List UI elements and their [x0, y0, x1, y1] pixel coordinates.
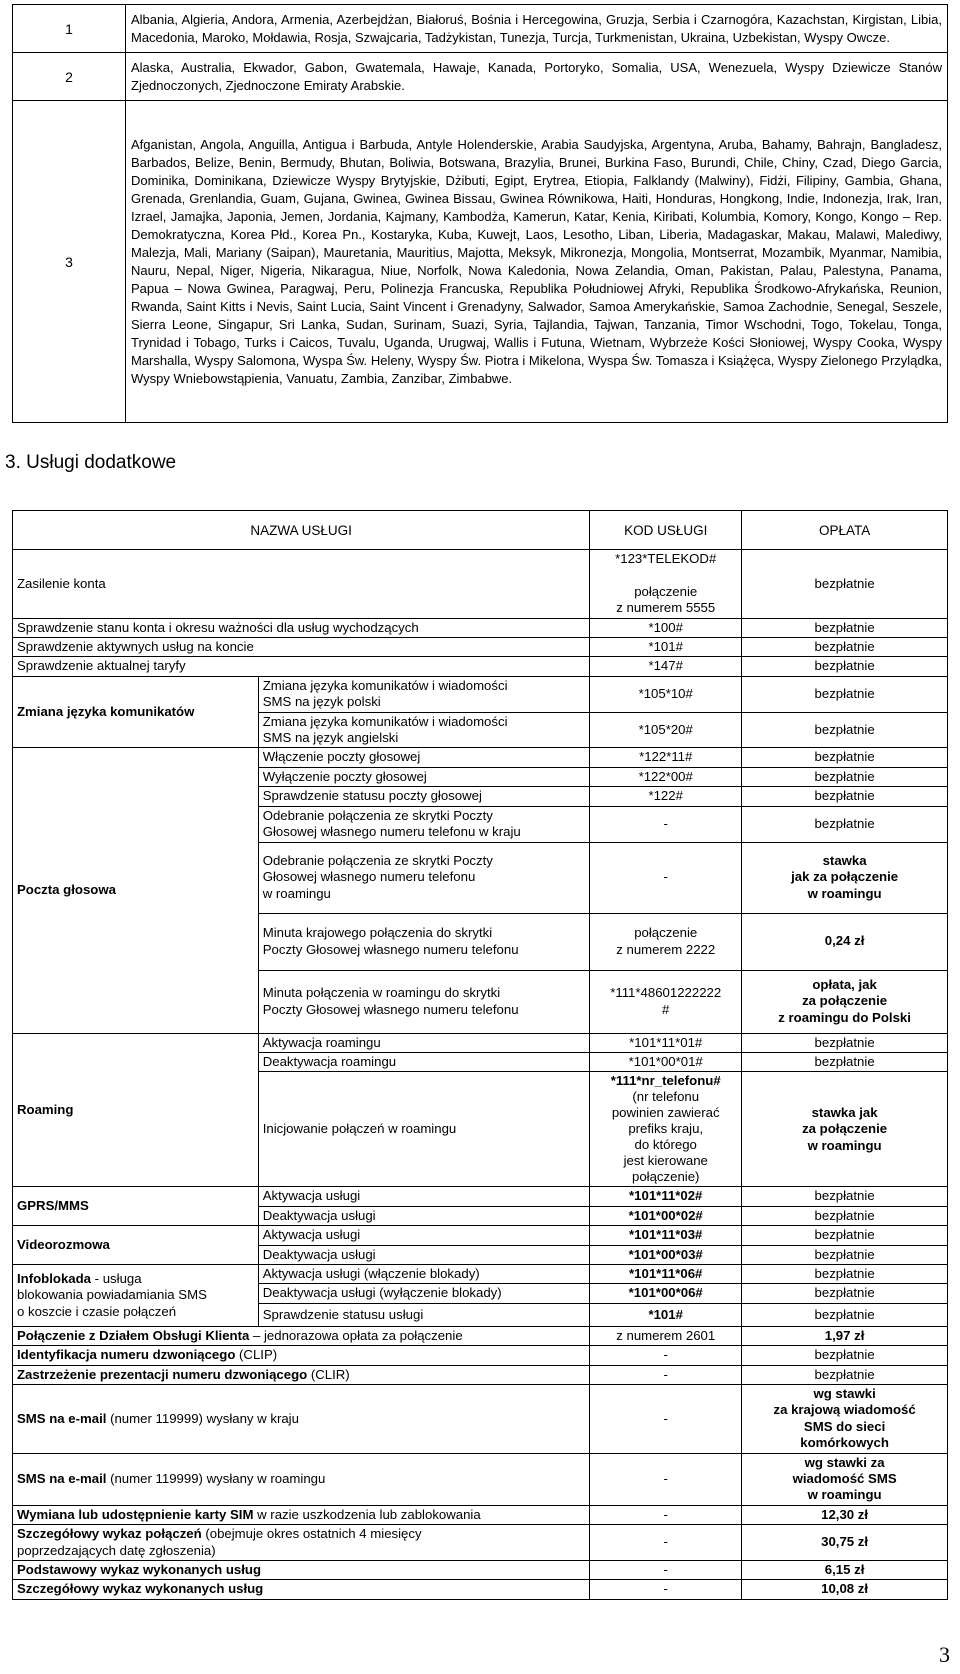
page-number: 3: [939, 1642, 950, 1667]
service-fee: bezpłatnie: [742, 1245, 948, 1264]
table-row: [13, 1326, 948, 1345]
service-fee: bezpłatnie: [742, 1264, 948, 1283]
service-code: [590, 1303, 742, 1326]
service-fee: bezpłatnie: [742, 1303, 948, 1326]
line: *101*00*02#: [628, 1207, 703, 1223]
table-row: [13, 550, 948, 619]
group-name: [13, 1187, 259, 1226]
line: Zmiana języka komunikatów i wiadomości: [262, 677, 508, 693]
service-code: [590, 913, 742, 970]
line: (numer 119999) wysłany w roamingu: [106, 1471, 326, 1486]
service-fee: bezpłatnie: [742, 1187, 948, 1206]
line: Szczegółowy wykaz połączeń: [17, 1526, 202, 1542]
line: prefiks kraju,: [628, 1121, 704, 1137]
service-name: Deaktywacja usługi (wyłączenie blokady): [258, 1284, 590, 1303]
service-fee: bezpłatnie: [742, 806, 948, 842]
line: Zmiana języka komunikatów i wiadomości: [262, 713, 508, 729]
table-row: [13, 1365, 948, 1384]
zone-countries: Albania, Algieria, Andora, Armenia, Azerbejdżan, Białoruś, Bośnia i Hercegowina, Gruzja, Serbia i Czarnogóra, Kazachstan, Kirgistan, Libia, Macedonia, Maroko, Mołdawia, Rosja, Szwajcaria, Tadżykistan, Tunezja, Turcja, Turkmenistan, Ukraina, Uzbekistan, Wyspy Owcze.: [126, 5, 948, 53]
service-code: *122#: [590, 787, 742, 806]
line: 1,97 zł: [824, 1327, 865, 1343]
line: SMS na e-mail: [17, 1471, 107, 1486]
service-name: [258, 842, 590, 913]
service-fee: bezpłatnie: [742, 1206, 948, 1225]
line: Minuta krajowego połączenia do skrytki: [262, 925, 493, 941]
table-row: [13, 1580, 948, 1599]
service-code: -: [590, 1580, 742, 1599]
line: *101*11*02#: [629, 1188, 703, 1204]
line: Głosowej własnego numeru telefonu: [262, 869, 476, 885]
service-name: Wyłączenie poczty głosowej: [258, 767, 590, 786]
header-code: KOD USŁUGI: [590, 511, 742, 550]
line: Identyfikacja numeru dzwoniącego: [17, 1347, 236, 1363]
service-code: [590, 1187, 742, 1206]
service-code: -: [590, 1525, 742, 1561]
line: 30,75 zł: [821, 1534, 869, 1550]
group-name: [13, 1264, 259, 1326]
table-row: [13, 618, 948, 637]
line: w razie uszkodzenia lub zablokowania: [253, 1506, 481, 1522]
group-name: [13, 676, 259, 748]
service-name: [258, 913, 590, 970]
line: poprzedzających datę zgłoszenia): [17, 1542, 216, 1558]
service-fee: bezpłatnie: [742, 676, 948, 712]
line: Głosowej własnego numeru telefonu w kraju: [262, 824, 521, 840]
header-fee: OPŁATA: [742, 511, 948, 550]
table-row: [13, 638, 948, 657]
service-code: -: [590, 1365, 742, 1384]
line: połączenie): [631, 1169, 700, 1185]
line: z numerem 2222: [616, 941, 716, 957]
line: jest kierowane: [623, 1153, 708, 1169]
header-name: NAZWA USŁUGI: [13, 511, 590, 550]
table-row: [13, 676, 948, 712]
service-name: [258, 712, 590, 748]
line: w roamingu: [262, 885, 331, 901]
service-name: [13, 1365, 590, 1384]
service-name: Aktywacja usługi: [258, 1226, 590, 1245]
line: połączenie: [634, 925, 698, 941]
line: za krajową wiadomość: [773, 1402, 916, 1418]
service-fee: [742, 1525, 948, 1561]
service-code: *105*10#: [590, 676, 742, 712]
service-fee: bezpłatnie: [742, 1284, 948, 1303]
line: Infoblokada: [17, 1270, 91, 1286]
line: 6,15 zł: [824, 1562, 865, 1578]
service-code: *105*20#: [590, 712, 742, 748]
line: 12,30 zł: [821, 1506, 869, 1522]
line: Szczegółowy wykaz wykonanych usług: [17, 1581, 264, 1597]
service-code: [590, 1264, 742, 1283]
line: w roamingu: [807, 1487, 882, 1503]
line: stawka jak: [811, 1104, 878, 1120]
code-line: *123*TELEKOD#: [615, 551, 717, 566]
service-fee: [742, 1453, 948, 1505]
line: Zastrzeżenie prezentacji numeru dzwoniącego: [17, 1366, 308, 1382]
service-code: *100#: [590, 618, 742, 637]
service-fee: bezpłatnie: [742, 1033, 948, 1052]
service-name: Aktywacja usługi: [258, 1187, 590, 1206]
line: do którego: [634, 1137, 697, 1153]
line: Poczty Głosowej własnego numeru telefonu: [262, 1001, 519, 1017]
group-label: Videorozmowa: [17, 1236, 110, 1252]
code-line: połączenie: [634, 583, 698, 599]
line: wg stawki: [813, 1385, 876, 1401]
line: Minuta połączenia w roamingu do skrytki: [262, 985, 501, 1001]
service-code: z numerem 2601: [590, 1326, 742, 1345]
group-name: [13, 1226, 259, 1265]
service-fee: [742, 842, 948, 913]
line: *101*00*06#: [628, 1285, 703, 1301]
line: SMS na język polski: [262, 694, 381, 710]
service-name: [13, 1505, 590, 1524]
line: Odebranie połączenia ze skrytki Poczty: [262, 852, 493, 868]
service-code: -: [590, 1453, 742, 1505]
line: wg stawki za: [804, 1454, 885, 1470]
service-name: Zasilenie konta: [13, 550, 590, 619]
line: Odebranie połączenia ze skrytki Poczty: [262, 807, 493, 823]
line: Podstawowy wykaz wykonanych usług: [17, 1562, 262, 1578]
line: (CLIP): [235, 1347, 278, 1363]
line: komórkowych: [800, 1435, 889, 1451]
service-fee: [742, 1561, 948, 1580]
line: w roamingu: [807, 885, 882, 901]
service-fee: [742, 1580, 948, 1599]
line: - usługa: [91, 1270, 142, 1286]
line: opłata, jak: [812, 976, 877, 992]
line: (numer 119999) wysłany w kraju: [106, 1410, 299, 1426]
service-fee: bezpłatnie: [742, 1052, 948, 1071]
service-fee: bezpłatnie: [742, 1226, 948, 1245]
service-name: Sprawdzenie statusu poczty głosowej: [258, 787, 590, 806]
service-fee: [742, 1072, 948, 1187]
line: (nr telefonu: [632, 1089, 700, 1105]
zone-countries: Afganistan, Angola, Anguilla, Antigua i Barbuda, Antyle Holenderskie, Arabia Saudyjska, Argentyna, Aruba, Bahamy, Bahrajn, Bangladesz, Barbados, Belize, Benin, Bermudy, Bhutan, Boliwia, Botswana, Brazylia, Brunei, Burkina Faso, Burundi, Chile, Chiny, Czad, Diego Garcia, Dominika, Dominikana, Dziewicze Wyspy Brytyjskie, Dżibuti, Egipt, Erytrea, Etiopia, Falklandy (Malwiny), Fidżi, Filipiny, Gambia, Ghana, Grenada, Grenlandia, Guam, Gujana, Gwinea, Gwinea Bissau, Gwinea Równikowa, Haiti, Honduras, Hongkong, Indie, Indonezja, Irak, Iran, Izrael, Jamajka, Japonia, Jemen, Jordania, Kajmany, Kambodża, Kamerun, Katar, Kenia, Kiribati, Kolumbia, Komory, Kongo, Kongo – Rep. Demokratyczna, Korea Płd., Korea Pn., Kostaryka, Kuba, Kuwejt, Laos, Lesotho, Liban, Liberia, Madagaskar, Makau, Malawi, Malediwy, Malezja, Mali, Mariany (Saipan), Mauretania, Mauritius, Majotta, Meksyk, Mikronezja, Mongolia, Montserrat, Mozambik, Myanmar, Namibia, Nauru, Nepal, Niger, Nigeria, Nikaragua, Niue, Norfolk, Nowa Kaledonia, Nowa Zelandia, Oman, Pakistan, Palau, Palestyna, Panama, Papua – Nowa Gwinea, Paragwaj, Peru, Polinezja Francuska, Republika Południowej Afryki, Republika Środkowo-Afrykańska, Reunion, Rwanda, Saint Kitts i Nevis, Saint Lucia, Saint Vincent i Grenadyny, Salwador, Samoa Amerykańskie, Samoa Zachodnie, Senegal, Seszele, Sierra Leone, Singapur, Sri Lanka, Sudan, Surinam, Suazi, Syria, Tajlandia, Tajwan, Tanzania, Timor Wschodni, Togo, Tokelau, Tonga, Trynidad i Tobago, Turks i Caicos, Tuvalu, Uganda, Urugwaj, Wallis i Futuna, Wietnam, Wybrzeże Kości Słoniowej, Wyspy Cooka, Wyspy Marshalla, Wyspy Salomona, Wyspa Św. Heleny, Wyspy Św. Piotra i Mikelona, Wyspa Św. Tomasza i Książęca, Wyspy Zielonego Przylądka, Wyspy Wniebowstąpienia, Vanuatu, Zambia, Zanzibar, Zimbabwe.: [126, 101, 948, 423]
line: stawka: [822, 852, 867, 868]
service-name: Inicjowanie połączeń w roamingu: [258, 1072, 590, 1187]
service-code: -: [590, 1346, 742, 1365]
line: z roamingu do Polski: [778, 1009, 911, 1025]
line: o koszcie i czasie połączeń: [17, 1303, 177, 1319]
table-row: [13, 1505, 948, 1524]
group-name: [13, 748, 259, 1033]
line: SMS na e-mail: [17, 1410, 107, 1426]
table-row: [13, 748, 948, 767]
line: 0,24 zł: [824, 933, 865, 949]
service-fee: [742, 1384, 948, 1453]
service-fee: [742, 970, 948, 1033]
service-fee: bezpłatnie: [742, 767, 948, 786]
service-code: [590, 1284, 742, 1303]
service-name: [13, 1346, 590, 1365]
table-row: [13, 1226, 948, 1245]
service-fee: [742, 1505, 948, 1524]
table-row: [13, 1264, 948, 1283]
code-line: z numerem 5555: [616, 600, 716, 616]
line: za połączenie: [802, 993, 888, 1009]
line: powinien zawierać: [611, 1105, 720, 1121]
line: *101*11*03#: [629, 1227, 703, 1243]
service-code: -: [590, 806, 742, 842]
table-row: [13, 1384, 948, 1453]
service-name: [258, 676, 590, 712]
line: *101#: [648, 1306, 683, 1322]
line: – jednorazowa opłata za połączenie: [249, 1327, 463, 1343]
service-code: -: [590, 1505, 742, 1524]
line: wiadomość SMS: [792, 1471, 897, 1486]
service-name: [13, 1453, 590, 1505]
service-name: Sprawdzenie statusu usługi: [258, 1303, 590, 1326]
line: jak za połączenie: [791, 869, 899, 885]
service-name: [13, 1561, 590, 1580]
table-row: [13, 1561, 948, 1580]
service-name: Aktywacja usługi (włączenie blokady): [258, 1264, 590, 1283]
line: Połączenie z Działem Obsługi Klienta: [17, 1327, 250, 1343]
zone-number: 2: [13, 53, 126, 101]
service-name: Sprawdzenie aktywnych usług na koncie: [13, 638, 590, 657]
section-title: 3. Usługi dodatkowe: [5, 452, 177, 473]
table-row: [13, 1346, 948, 1365]
service-name: Sprawdzenie aktualnej taryfy: [13, 657, 590, 676]
group-name: [13, 1033, 259, 1187]
service-code: [590, 1226, 742, 1245]
group-label: GPRS/MMS: [17, 1198, 89, 1214]
line: (obejmuje okres ostatnich 4 miesięcy: [201, 1526, 422, 1542]
line: (CLIR): [307, 1366, 350, 1382]
group-label: Roaming: [17, 1101, 74, 1117]
service-code: -: [590, 842, 742, 913]
service-name: [13, 1580, 590, 1599]
service-name: Deaktywacja usługi: [258, 1245, 590, 1264]
group-label: Zmiana języka komunikatów: [17, 703, 195, 719]
service-fee: bezpłatnie: [742, 787, 948, 806]
service-code: [590, 1245, 742, 1264]
line: *111*nr_telefonu#: [610, 1073, 721, 1089]
service-code: [590, 970, 742, 1033]
service-name: Sprawdzenie stanu konta i okresu ważności dla usług wychodzących: [13, 618, 590, 637]
service-code: [590, 1206, 742, 1225]
service-code: [590, 1072, 742, 1187]
line: w roamingu: [807, 1137, 882, 1153]
table-row: [13, 657, 948, 676]
service-name: [258, 806, 590, 842]
table-row: [13, 1033, 948, 1052]
service-fee: bezpłatnie: [742, 657, 948, 676]
service-code: *101#: [590, 638, 742, 657]
line: *101*00*03#: [628, 1246, 703, 1262]
line: SMS na język angielski: [262, 730, 399, 746]
service-fee: bezpłatnie: [742, 618, 948, 637]
service-fee: bezpłatnie: [742, 638, 948, 657]
table-row: [13, 1187, 948, 1206]
line: blokowania powiadamiania SMS: [17, 1287, 207, 1303]
service-code: -: [590, 1384, 742, 1453]
service-fee: bezpłatnie: [742, 1365, 948, 1384]
service-code: [590, 550, 742, 619]
line: *111*48601222222: [610, 985, 722, 1001]
service-name: Deaktywacja roamingu: [258, 1052, 590, 1071]
line: *101*11*06#: [629, 1265, 703, 1281]
group-label: Poczta głosowa: [17, 882, 116, 898]
service-name: Aktywacja roamingu: [258, 1033, 590, 1052]
line: SMS do sieci: [803, 1418, 886, 1434]
services-table: [12, 510, 948, 1600]
line: za połączenie: [802, 1121, 888, 1137]
table-row: [13, 1525, 948, 1561]
line: Wymiana lub udostępnienie karty SIM: [17, 1506, 254, 1522]
service-fee: bezpłatnie: [742, 1346, 948, 1365]
service-name: [13, 1326, 590, 1345]
zone-countries: Alaska, Australia, Ekwador, Gabon, Gwatemala, Hawaje, Kanada, Portoryko, Somalia, USA, Wenezuela, Wyspy Dziewicze Stanów Zjednoczonych, Zjednoczone Emiraty Arabskie.: [126, 53, 948, 101]
service-name: [13, 1384, 590, 1453]
service-fee: [742, 913, 948, 970]
service-fee: bezpłatnie: [742, 748, 948, 767]
service-fee: bezpłatnie: [742, 550, 948, 619]
line: Poczty Głosowej własnego numeru telefonu: [262, 941, 519, 957]
service-code: *147#: [590, 657, 742, 676]
zone-table: [12, 4, 948, 423]
service-code: *122*11#: [590, 748, 742, 767]
service-code: -: [590, 1561, 742, 1580]
line: 10,08 zł: [821, 1581, 869, 1597]
service-name: [13, 1525, 590, 1561]
zone-number: 1: [13, 5, 126, 53]
service-code: *101*11*01#: [590, 1033, 742, 1052]
service-name: [258, 970, 590, 1033]
service-code: *101*00*01#: [590, 1052, 742, 1071]
service-name: Włączenie poczty głosowej: [258, 748, 590, 767]
table-row: [13, 1453, 948, 1505]
service-fee: [742, 1326, 948, 1345]
zone-number: 3: [13, 101, 126, 423]
service-code: *122*00#: [590, 767, 742, 786]
service-fee: bezpłatnie: [742, 712, 948, 748]
line: #: [662, 1001, 670, 1017]
service-name: Deaktywacja usługi: [258, 1206, 590, 1225]
